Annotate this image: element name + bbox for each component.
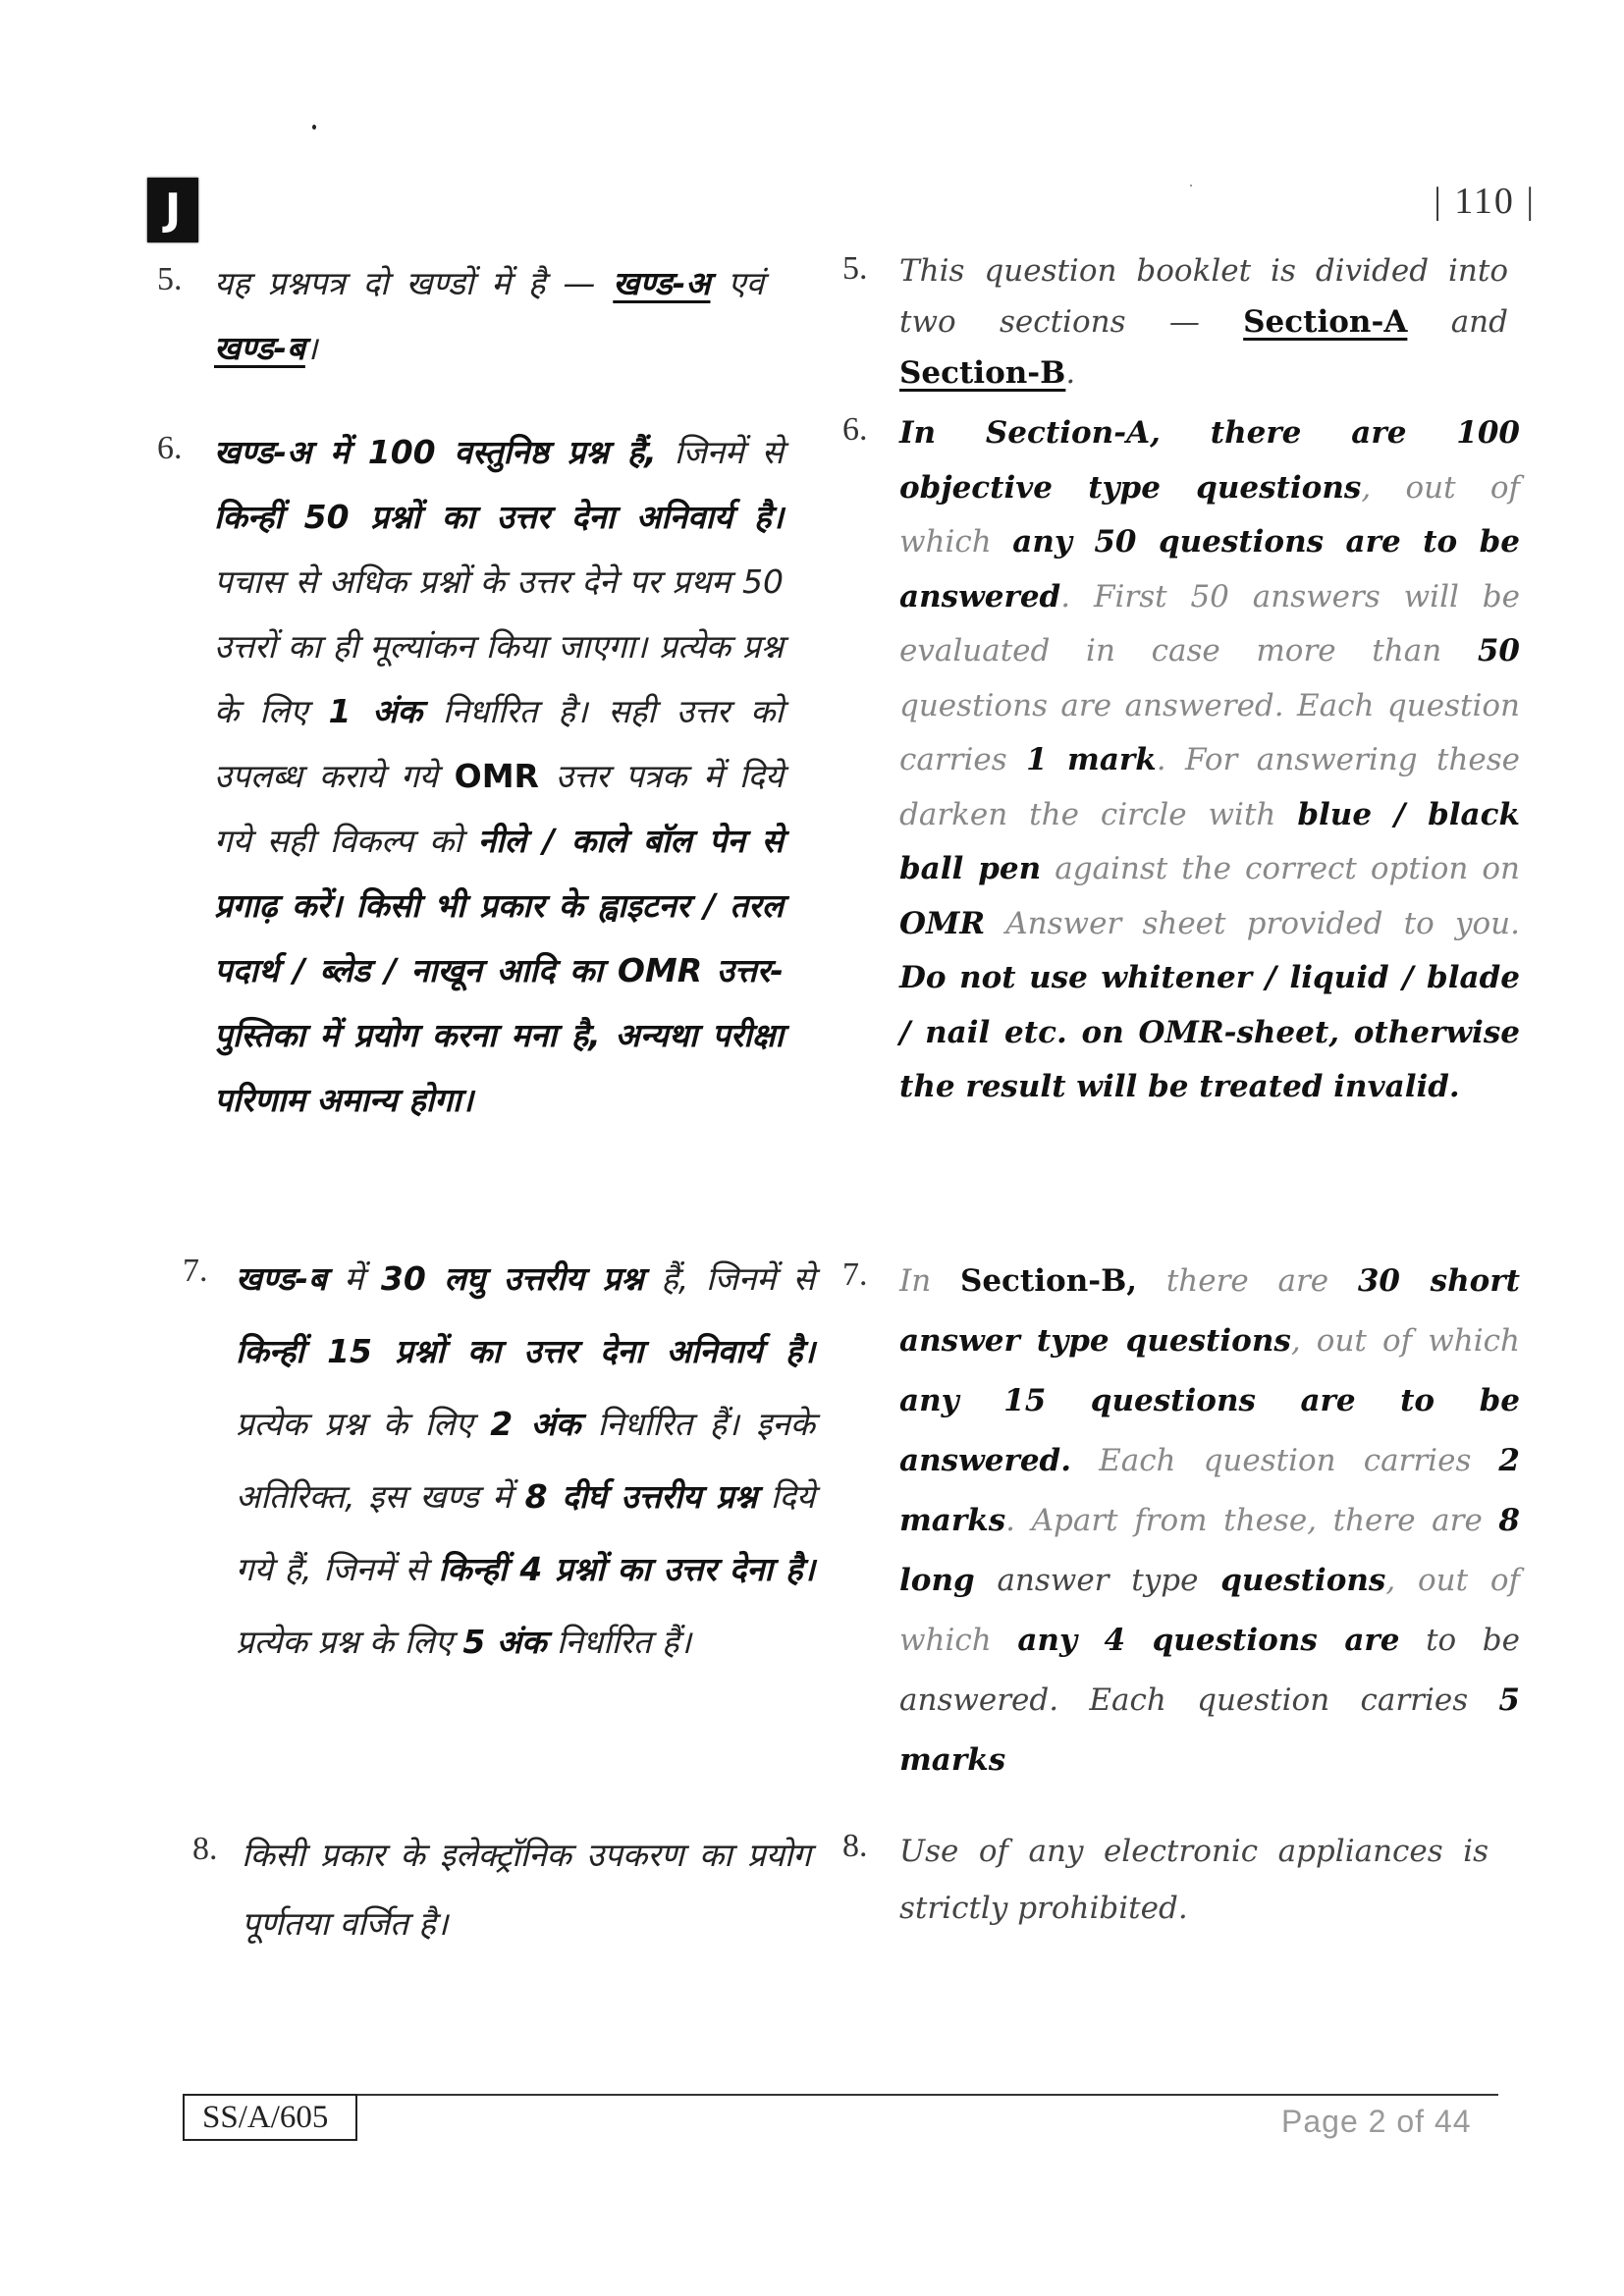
- text-run: In: [899, 1263, 960, 1299]
- text-run: दिये गये हैं, जिनमें से: [236, 1477, 815, 1588]
- text-run: खण्ड-ब: [236, 1259, 327, 1298]
- text-run: against the correct option on: [1041, 851, 1521, 886]
- hindi-instruction-6: [157, 420, 825, 1133]
- instruction-text: [899, 406, 1520, 1115]
- text-run: किन्हीं 50 प्रश्नों का उत्तर देना अनिवार्य है।: [214, 498, 784, 536]
- text-run: , out of which: [899, 1563, 1520, 1658]
- hindi-instruction-8: [157, 1821, 825, 1958]
- section-b-label: Section-B: [899, 355, 1066, 391]
- text-run: जिनमें से: [656, 433, 784, 471]
- text-run: any 15 questions are to be answered.: [899, 1383, 1520, 1478]
- scan-speck: [312, 125, 316, 130]
- text-run: .: [1065, 355, 1076, 391]
- section-a-label: खण्ड-अ: [613, 264, 711, 302]
- instruction-text: [214, 420, 784, 1133]
- english-instruction-7: [842, 1252, 1520, 1790]
- text-run: किन्हीं 15 प्रश्नों का उत्तर देना अनिवार्य है।: [236, 1332, 815, 1370]
- text-run: Use of any electronic appliances is strictly prohibited.: [899, 1834, 1489, 1926]
- section-b-label: खण्ड-ब: [214, 329, 305, 367]
- text-run: answer type: [974, 1563, 1221, 1598]
- instruction-text: [214, 251, 764, 381]
- text-run: OMR: [899, 905, 986, 941]
- text-run: Do not use whitener / liquid / blade / nail etc. on OMR-sheet, otherwise the result will be treated invalid.: [899, 960, 1520, 1104]
- text-run: 8 दीर्घ उत्तरीय प्रश्न: [524, 1477, 758, 1516]
- item-number: 5.: [157, 261, 183, 297]
- text-run: निर्धारित हैं।: [546, 1623, 692, 1661]
- text-run: 50: [1477, 633, 1520, 668]
- item-number: 7.: [842, 1256, 868, 1293]
- text-run: 1 अंक: [328, 692, 422, 730]
- english-instruction-8: [842, 1823, 1520, 1937]
- instruction-text: [899, 1252, 1520, 1790]
- text-run: उत्तर पत्रक में दिये गये सही विकल्प को: [214, 757, 784, 860]
- english-instruction-6: [842, 406, 1520, 1115]
- page-number: Page 2 of 44: [1281, 2104, 1472, 2139]
- text-run: किसी प्रकार के इलेक्ट्रॉनिक उपकरण का प्रयोग पूर्णतया वर्जित है।: [242, 1836, 811, 1943]
- set-badge: J: [147, 178, 198, 242]
- text-run: एवं: [710, 264, 765, 302]
- text-run: हैं, जिनमें से: [643, 1259, 815, 1298]
- text-run: 5 marks: [899, 1682, 1520, 1778]
- hindi-instruction-5: [157, 251, 825, 381]
- booklet-code: SS/A/605: [183, 2094, 357, 2141]
- text-run: प्रत्येक प्रश्न के लिए: [236, 1623, 463, 1661]
- item-number: 5.: [842, 250, 868, 287]
- text-run: . First 50 answers will be evaluated in case more than: [899, 578, 1520, 668]
- instruction-text: [236, 1243, 815, 1679]
- footer-divider: [183, 2094, 1498, 2096]
- text-run: किन्हीं 4 प्रश्नों का उत्तर देना है।: [438, 1550, 815, 1588]
- text-run: 2 marks: [899, 1443, 1520, 1538]
- text-run: 30 short answer type questions: [899, 1263, 1520, 1359]
- item-number: 8.: [842, 1828, 868, 1864]
- text-run: In Section-A, there are 100 objective type questions: [899, 415, 1520, 506]
- instruction-text: [242, 1821, 811, 1958]
- text-run: 5 अंक: [462, 1623, 547, 1661]
- page-code: | 110 |: [1434, 181, 1536, 222]
- english-instruction-5: [842, 245, 1520, 399]
- text-run: 1 mark: [1026, 742, 1157, 777]
- text-run: 30 लघु उत्तरीय प्रश्न: [380, 1259, 644, 1298]
- text-run: 2 अंक: [490, 1405, 581, 1443]
- text-run: निर्धारित है। सही उत्तर को उपलब्ध कराये गये: [214, 692, 784, 795]
- text-run: OMR: [454, 757, 539, 795]
- item-number: 7.: [183, 1253, 208, 1289]
- instruction-text: [899, 1823, 1489, 1937]
- text-run: ।: [304, 329, 318, 367]
- text-run: blue / black ball pen: [899, 796, 1520, 886]
- text-run: This question booklet is divided into two sections —: [899, 253, 1508, 340]
- text-run: Section-B,: [959, 1263, 1138, 1299]
- text-run: , out of which: [899, 469, 1520, 560]
- text-run: , out of which: [1290, 1323, 1520, 1359]
- text-run: पचास से अधिक प्रश्नों के उत्तर देने पर प्रथम 50 उत्तरों का ही मूल्यांकन किया जाएगा। प्रत्येक प्रश्न के लिए: [214, 562, 784, 730]
- text-run: . Apart from these, there are: [1005, 1503, 1499, 1538]
- text-run: . For answering these darken the circle with: [899, 742, 1521, 832]
- scan-speck: [1190, 185, 1192, 187]
- text-run: there are: [1137, 1263, 1358, 1299]
- text-run: questions are answered. Each question carries: [899, 687, 1520, 777]
- text-run: में: [326, 1259, 381, 1298]
- text-run: 8 long: [899, 1503, 1520, 1598]
- text-run: Answer sheet provided to you.: [985, 905, 1520, 941]
- text-run: प्रत्येक प्रश्न के लिए: [236, 1405, 491, 1443]
- item-number: 8.: [192, 1831, 218, 1867]
- text-run: नीले / काले बॉल पेन से प्रगाढ़ करें। किसी भी प्रकार के ह्वाइटनर / तरल पदार्थ / ब्लेड / नाखून आदि का OMR उत्तर-पुस्तिका में प्रयोग करना मना है, अन्यथा परीक्षा परिणाम अमान्य होगा।: [214, 822, 784, 1119]
- text-run: questions: [1220, 1563, 1386, 1598]
- text-run: any 4 questions are: [1017, 1623, 1400, 1658]
- hindi-instruction-7: [157, 1243, 825, 1679]
- text-run: यह प्रश्नपत्र दो खण्डों में है —: [214, 264, 614, 302]
- instruction-text: [899, 245, 1508, 399]
- text-run: any 50 questions are to be answered: [899, 524, 1520, 614]
- text-run: and: [1407, 304, 1508, 340]
- item-number: 6.: [157, 430, 183, 466]
- text-run: निर्धारित हैं। इनके अतिरिक्त, इस खण्ड में: [236, 1405, 815, 1516]
- text-run: Each question carries: [1071, 1443, 1499, 1478]
- text-run: खण्ड-अ में 100 वस्तुनिष्ठ प्रश्न हैं,: [214, 433, 657, 471]
- section-a-label: Section-A: [1243, 304, 1408, 340]
- item-number: 6.: [842, 411, 868, 448]
- text-run: to be answered. Each question carries: [899, 1623, 1520, 1718]
